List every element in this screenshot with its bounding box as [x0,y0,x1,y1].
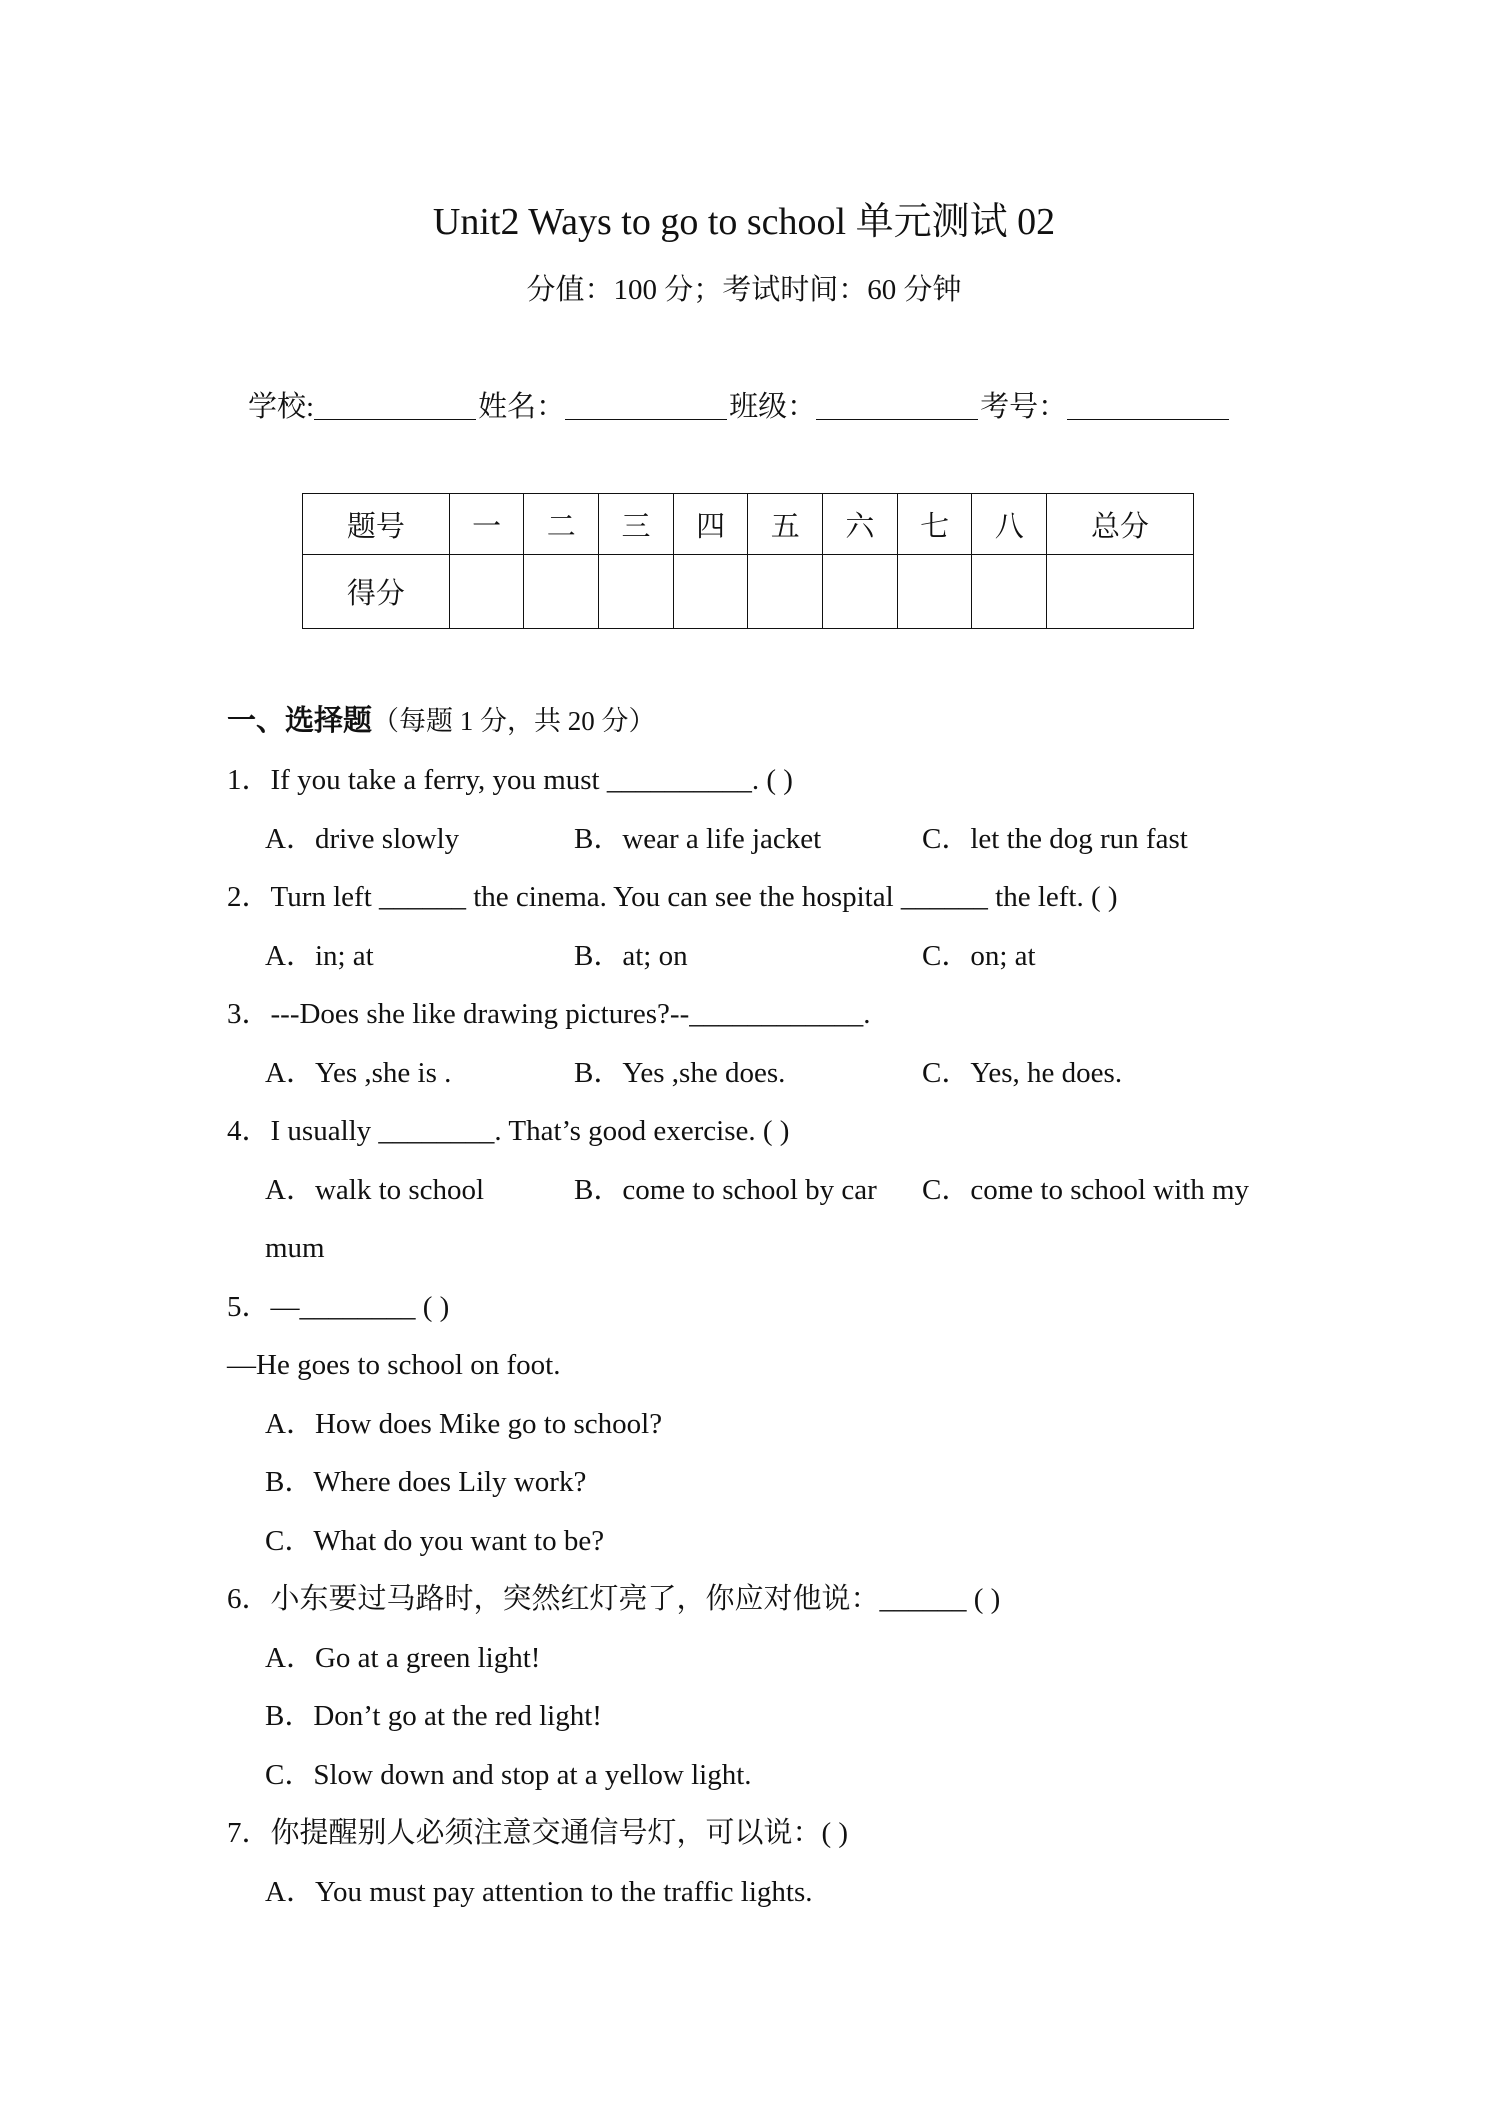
section-title: 一、选择题 [227,705,373,737]
score-header-cell: 七 [897,494,972,555]
question-6-option-c[interactable]: C．Slow down and stop at a yellow light. [265,1759,752,1791]
question-5-answer-line: —He goes to school on foot. [227,1349,561,1381]
score-cell[interactable] [524,555,599,629]
score-cell[interactable] [599,555,674,629]
school-blank[interactable] [314,389,476,420]
id-label: 考号： [980,391,1068,423]
question-5-option-a[interactable]: A．How does Mike go to school? [265,1408,663,1440]
score-cell[interactable] [449,555,524,629]
score-header-cell: 一 [449,494,524,555]
score-header-cell: 二 [524,494,599,555]
question-6-stem: 6．小东要过马路时，突然红灯亮了，你应对他说：______ ( ) [227,1583,1001,1615]
question-3-option-c[interactable]: C．Yes, he does. [922,1057,1123,1089]
question-2-option-b[interactable]: B．at; on [574,940,688,972]
question-1-stem: 1．If you take a ferry, you must __________. ( ) [227,764,793,796]
question-7-option-a[interactable]: A．You must pay attention to the traffic lights. [265,1876,813,1908]
question-3-option-a[interactable]: A．Yes ,she is . [265,1057,452,1089]
section-note: （每题 1 分，共 20 分） [372,706,656,736]
question-6-option-b[interactable]: B．Don’t go at the red light! [265,1700,602,1732]
question-5-option-b[interactable]: B．Where does Lily work? [265,1466,587,1498]
exam-subtitle: 分值：100 分；考试时间：60 分钟 [526,274,962,306]
name-label: 姓名： [478,391,566,423]
score-header-cell: 八 [972,494,1047,555]
question-4-stem: 4．I usually ________. That’s good exercise. ( ) [227,1115,790,1147]
school-label: 学校: [248,391,315,423]
score-header-cell: 四 [673,494,748,555]
score-cell[interactable] [823,555,898,629]
score-header-cell: 题号 [303,494,450,555]
score-cell[interactable] [1047,555,1194,629]
question-3-stem: 3．---Does she like drawing pictures?--____________. [227,998,871,1030]
page-title: Unit2 Ways to go to school 单元测试 02 [432,201,1056,243]
name-blank[interactable] [565,389,727,420]
question-5-stem: 5．—________ ( ) [227,1291,450,1323]
score-table-header-row [303,494,1194,555]
question-2-option-a[interactable]: A．in; at [265,940,374,972]
score-header-cell: 六 [823,494,898,555]
score-table-score-row [303,555,1194,629]
question-1-option-b[interactable]: B．wear a life jacket [574,823,822,855]
question-4-option-c[interactable]: C．come to school with my [922,1174,1250,1206]
class-label: 班级： [729,391,817,423]
question-2-option-c[interactable]: C．on; at [922,940,1036,972]
score-table [302,493,1194,629]
score-cell[interactable] [748,555,823,629]
id-blank[interactable] [1067,389,1229,420]
question-4-option-a[interactable]: A．walk to school [265,1174,485,1206]
question-2-stem: 2．Turn left ______ the cinema. You can see the hospital ______ the left. ( ) [227,881,1118,913]
score-row-label: 得分 [303,555,450,629]
question-6-option-a[interactable]: A．Go at a green light! [265,1642,541,1674]
score-cell[interactable] [972,555,1047,629]
question-4-option-b[interactable]: B．come to school by car [574,1174,877,1206]
section-heading [227,698,656,744]
question-5-option-c[interactable]: C．What do you want to be? [265,1525,605,1557]
score-header-cell: 总分 [1047,494,1194,555]
question-4-option-c-wrap: mum [265,1232,325,1264]
student-info-line [248,385,1268,429]
question-1-option-a[interactable]: A．drive slowly [265,823,460,855]
question-7-stem: 7．你提醒别人必须注意交通信号灯，可以说：( ) [227,1817,849,1849]
score-cell[interactable] [897,555,972,629]
score-header-cell: 五 [748,494,823,555]
question-1-option-c[interactable]: C．let the dog run fast [922,823,1188,855]
score-header-cell: 三 [599,494,674,555]
question-3-option-b[interactable]: B．Yes ,she does. [574,1057,786,1089]
class-blank[interactable] [816,389,978,420]
score-cell[interactable] [673,555,748,629]
